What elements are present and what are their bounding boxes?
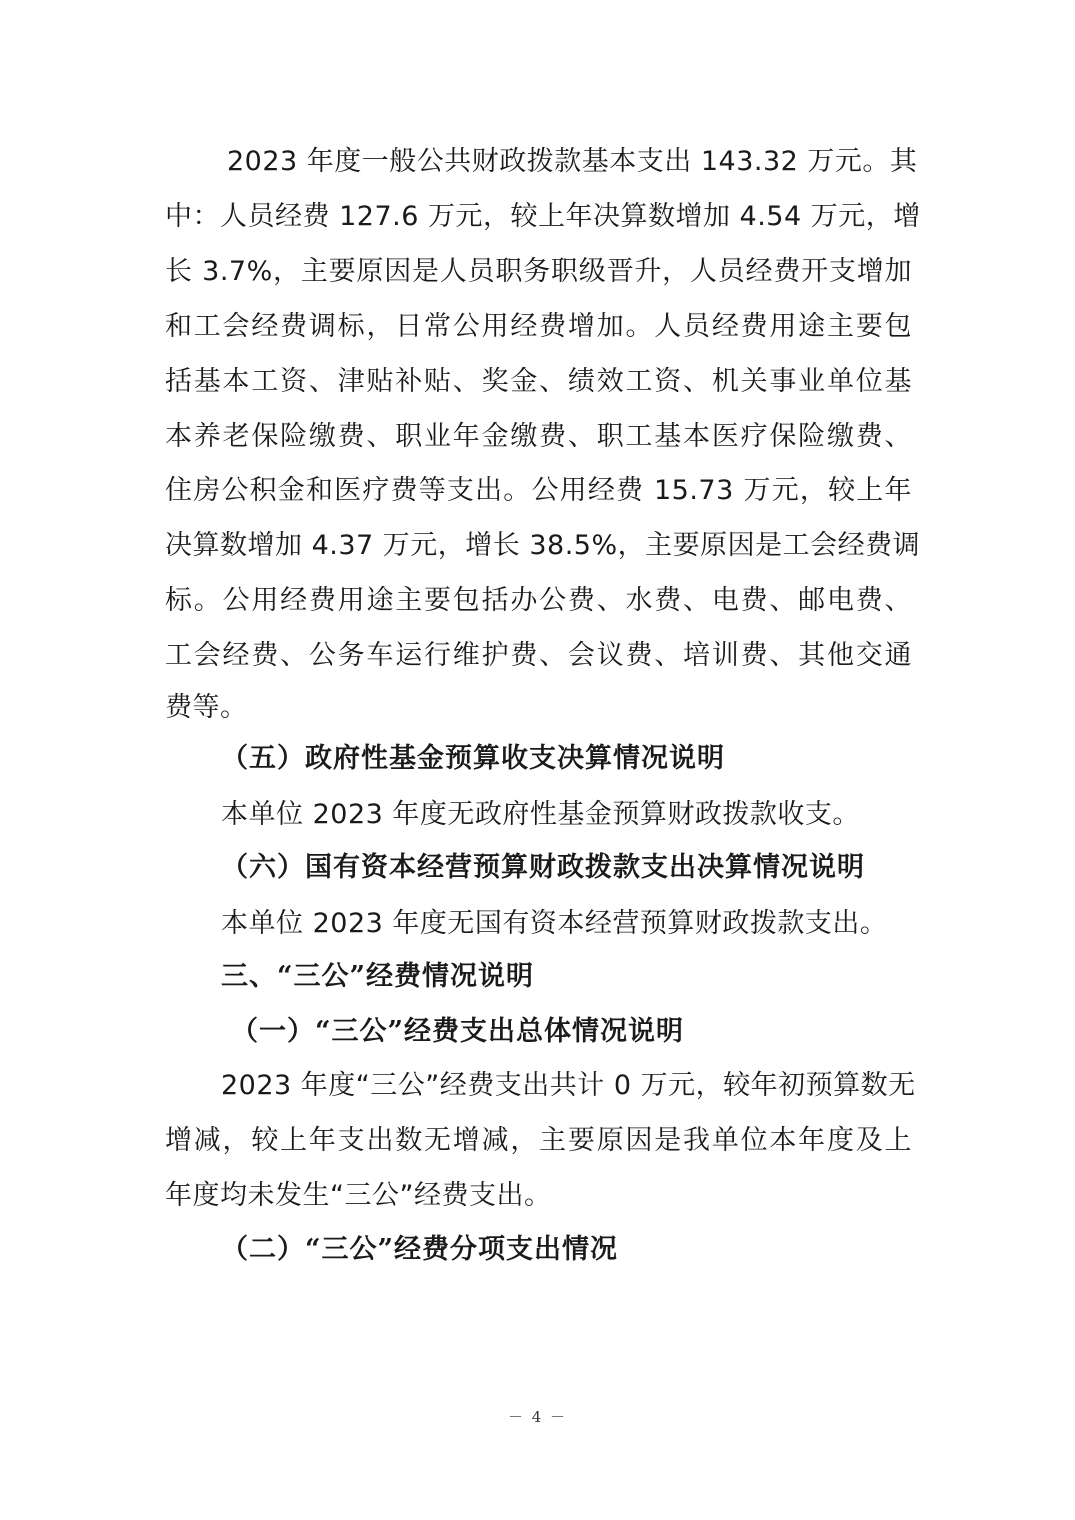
text-line: 决算数增加 4.37 万元，增长 38.5%，主要原因是工会经费调 [165,530,921,561]
text-line: 住房公积金和医疗费等支出。公用经费 15.73 万元，较上年 [165,475,912,506]
text-line: 括基本工资、津贴补贴、奖金、绩效工资、机关事业单位基 [165,366,912,397]
text-line: 中：人员经费 127.6 万元，较上年决算数增加 4.54 万元，增 [165,201,921,232]
page-number: － 4 － [507,1408,568,1426]
section-heading: 三、“三公”经费情况说明 [221,961,535,992]
text-line: 和工会经费调标，日常公用经费增加。人员经费用途主要包 [165,311,912,342]
subsection-heading: （一）“三公”经费支出总体情况说明 [231,1016,685,1047]
text-line: 本养老保险缴费、职业年金缴费、职工基本医疗保险缴费、 [165,421,912,452]
text-line: 年度均未发生“三公”经费支出。 [165,1180,552,1211]
section-body: 本单位 2023 年度无国有资本经营预算财政拨款支出。 [221,908,888,939]
text-line: 2023 年度“三公”经费支出共计 0 万元，较年初预算数无 [221,1070,916,1101]
text-line: 2023 年度一般公共财政拨款基本支出 143.32 万元。其 [227,146,918,177]
text-line: 标。公用经费用途主要包括办公费、水费、电费、邮电费、 [165,585,912,616]
text-line: 长 3.7%，主要原因是人员职务职级晋升，人员经费开支增加 [165,256,912,287]
section-heading: （六）国有资本经营预算财政拨款支出决算情况说明 [221,852,865,883]
section-body: 本单位 2023 年度无政府性基金预算财政拨款收支。 [221,799,860,830]
section-heading: （五）政府性基金预算收支决算情况说明 [221,743,725,774]
text-line: 费等。 [165,692,248,723]
text-line: 增减，较上年支出数无增减，主要原因是我单位本年度及上 [165,1125,912,1156]
text-line: 工会经费、公务车运行维护费、会议费、培训费、其他交通 [165,640,912,671]
subsection-heading: （二）“三公”经费分项支出情况 [221,1234,619,1265]
